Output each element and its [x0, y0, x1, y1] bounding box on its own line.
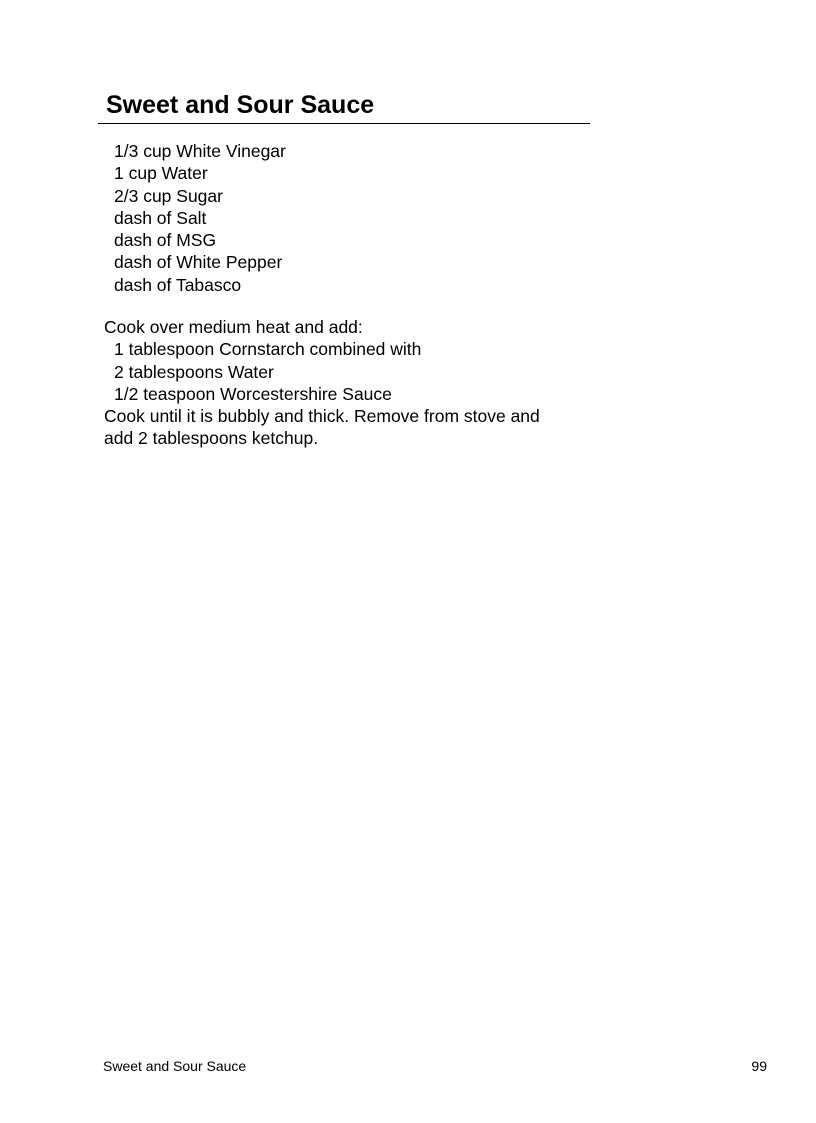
recipe-title: Sweet and Sour Sauce [106, 91, 375, 119]
ingredient-item: dash of MSG [114, 230, 217, 251]
directions-block [104, 316, 624, 450]
footer-title: Sweet and Sour Sauce [103, 1058, 247, 1074]
ingredient-list [114, 140, 286, 296]
ingredient-item: dash of White Pepper [114, 252, 283, 273]
directions-intro: Cook over medium heat and add: [104, 317, 363, 337]
title-underline [98, 123, 590, 124]
ingredient-item: 1 cup Water [114, 163, 208, 184]
ingredient-item: 2/3 cup Sugar [114, 185, 223, 206]
page-number: 99 [751, 1058, 767, 1074]
addition-item: 1/2 teaspoon Worcestershire Sauce [114, 383, 392, 404]
ingredient-item: dash of Tabasco [114, 274, 242, 295]
ingredient-item: dash of Salt [114, 207, 207, 228]
directions-finish-line: Cook until it is bubbly and thick. Remove from stove and [104, 406, 540, 427]
ingredient-item: 1/3 cup White Vinegar [114, 141, 286, 161]
addition-item: 2 tablespoons Water [114, 361, 274, 382]
addition-item: 1 tablespoon Cornstarch combined with [114, 339, 422, 360]
directions-finish-line: add 2 tablespoons ketchup. [104, 428, 319, 449]
